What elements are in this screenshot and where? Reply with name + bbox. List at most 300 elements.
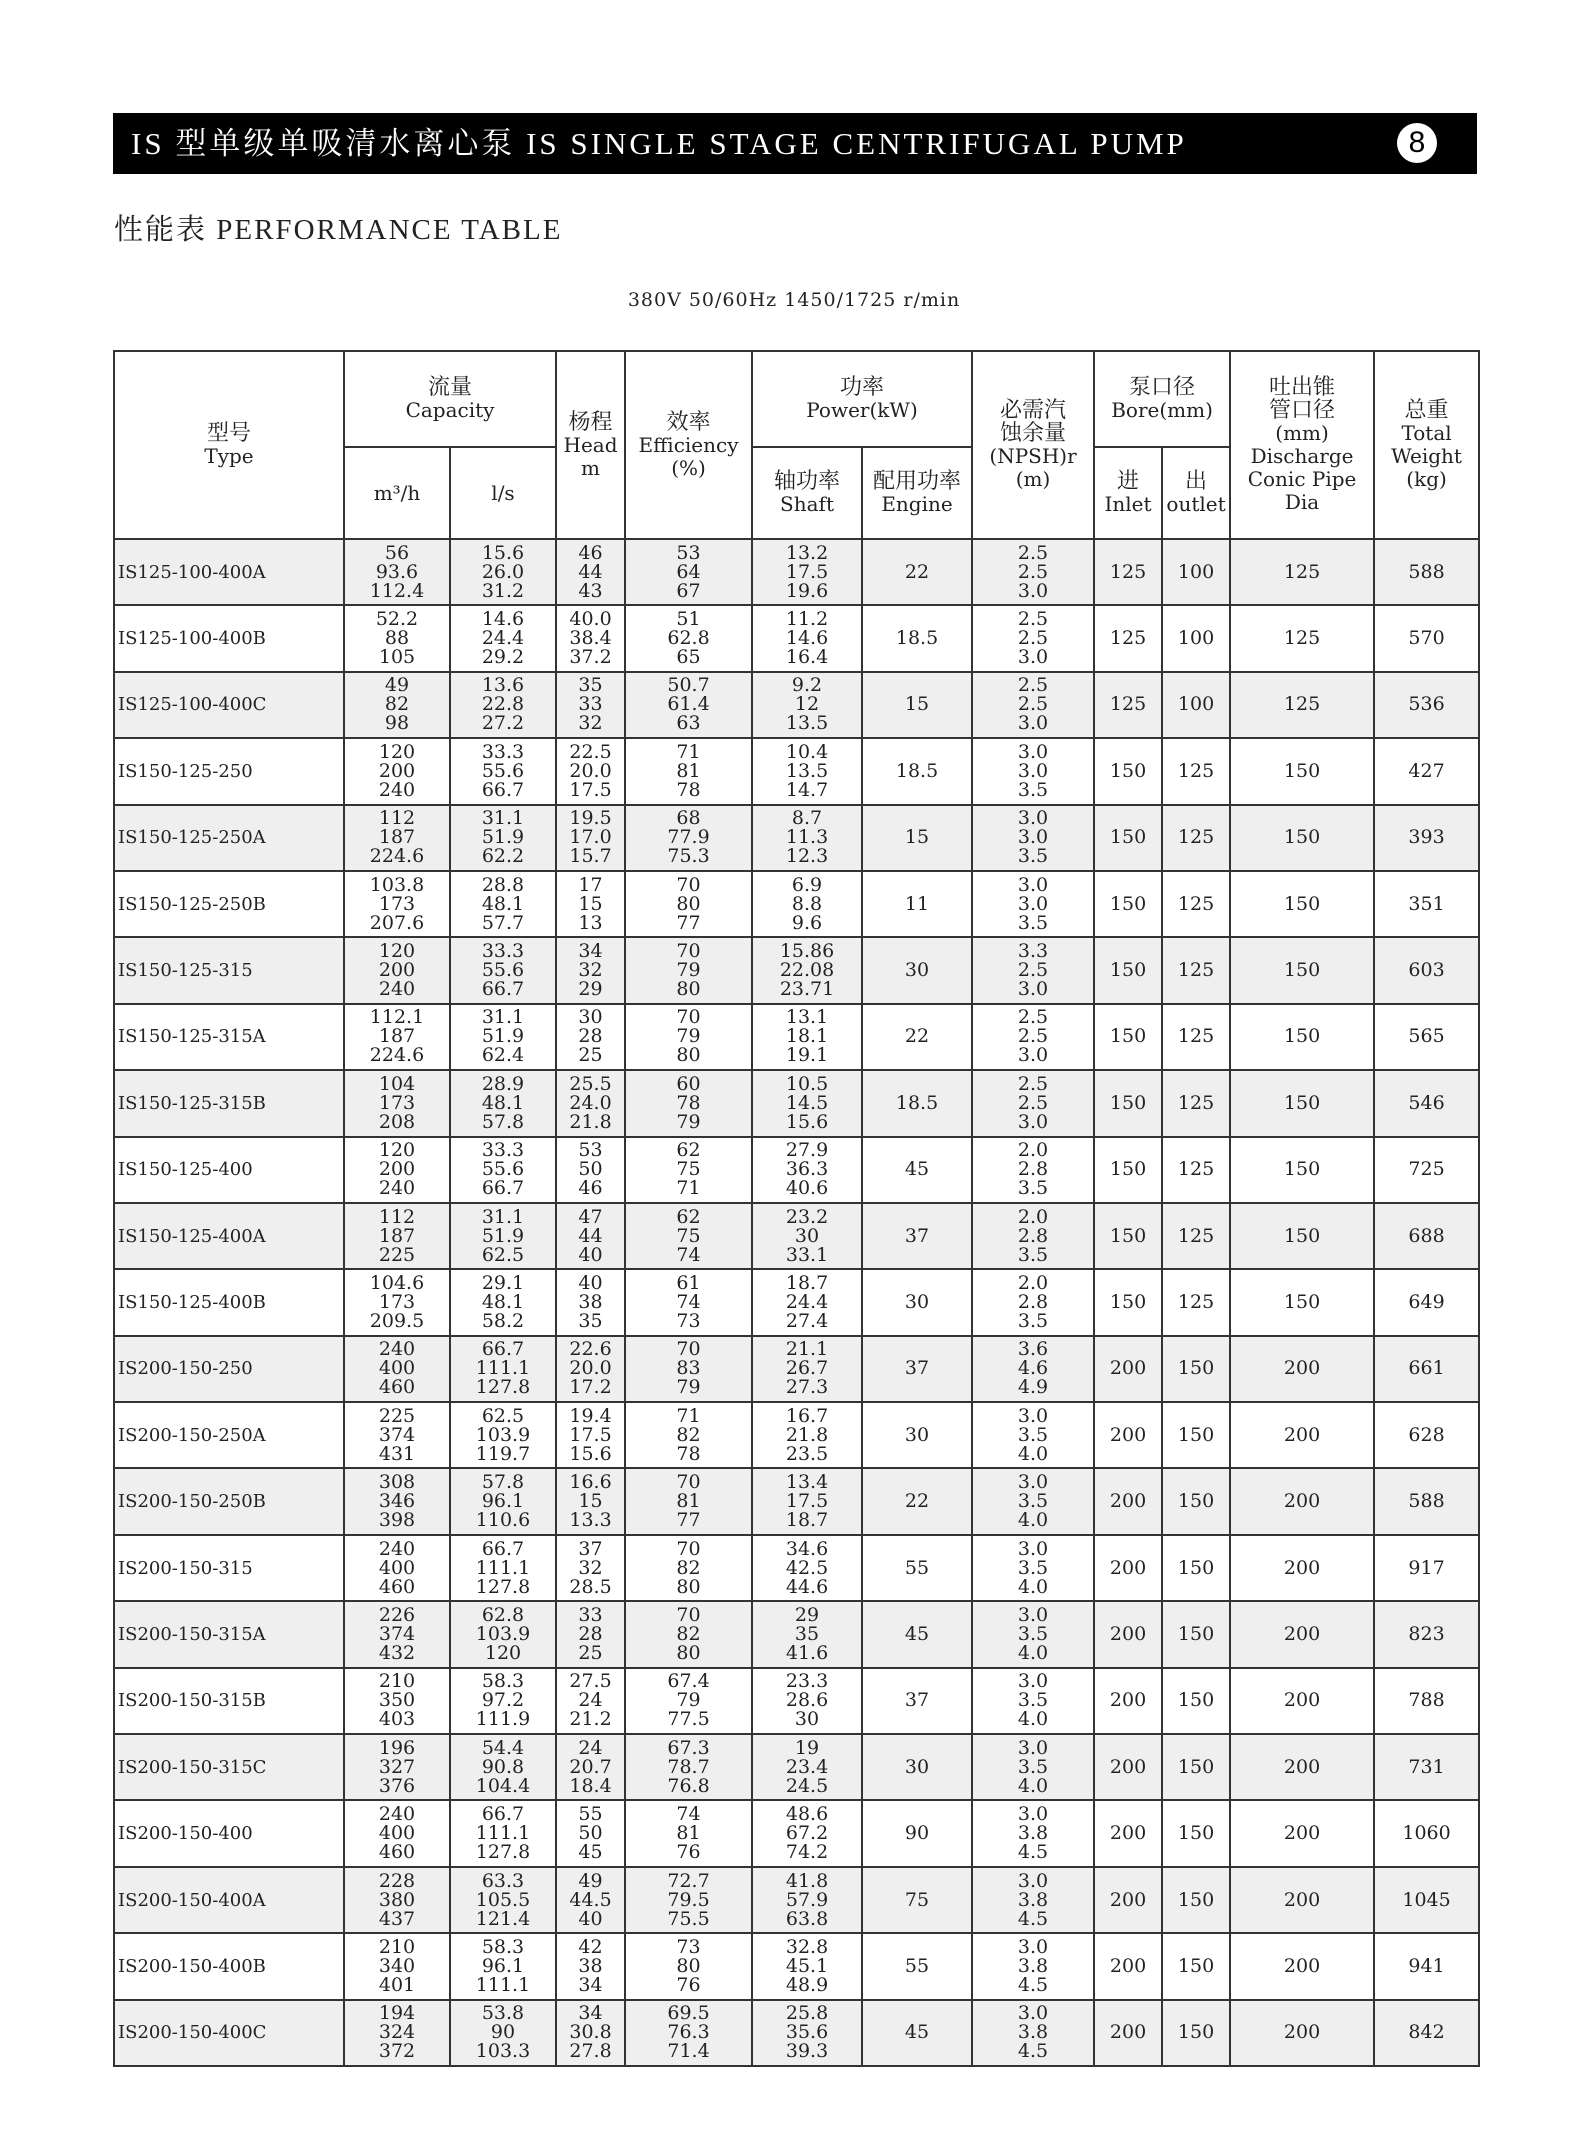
- cell-outlet: 125: [1162, 1203, 1230, 1269]
- cell-head: [556, 539, 625, 605]
- cell-capacity-ls-value: 111.1: [475, 1973, 531, 1996]
- cell-npsh-value: 3.5: [1017, 1556, 1049, 1579]
- cell-npsh-value: 3.5: [1017, 1689, 1049, 1712]
- cell-head-value: 17.2: [569, 1376, 612, 1399]
- cell-capacity-ls: [450, 1867, 556, 1933]
- cell-head-value: 32: [578, 959, 603, 982]
- cell-npsh-value: 3.8: [1017, 1888, 1049, 1911]
- cell-shaft-power: [752, 672, 862, 738]
- cell-capacity-m3h-value: 374: [378, 1423, 416, 1446]
- cell-type: IS200-150-400C: [114, 2000, 344, 2066]
- cell-inlet: 200: [1094, 1734, 1162, 1800]
- cell-capacity-ls: [450, 1468, 556, 1534]
- cell-capacity-ls-value: 31.1: [481, 1006, 525, 1029]
- cell-efficiency-value: 67.3: [667, 1736, 710, 1759]
- cell-head: [556, 937, 625, 1003]
- cell-outlet: 125: [1162, 805, 1230, 871]
- cell-discharge: 150: [1230, 1070, 1374, 1136]
- cell-engine-power: 15: [862, 805, 972, 871]
- cell-shaft-power-value: 67.2: [785, 1822, 829, 1845]
- cell-shaft-power-value: 30: [794, 1708, 820, 1731]
- cell-npsh-value: 3.3: [1017, 940, 1049, 963]
- cell-inlet: 200: [1094, 1933, 1162, 1999]
- cell-capacity-m3h: [344, 805, 450, 871]
- cell-capacity-ls: [450, 871, 556, 937]
- table-row: [114, 1535, 1479, 1601]
- cell-head: [556, 1269, 625, 1335]
- cell-engine-power: 45: [862, 1137, 972, 1203]
- cell-inlet: 125: [1094, 672, 1162, 738]
- cell-discharge: 200: [1230, 1535, 1374, 1601]
- cell-capacity-m3h: [344, 1203, 450, 1269]
- cell-type: IS125-100-400C: [114, 672, 344, 738]
- cell-head: [556, 605, 625, 671]
- cell-efficiency-value: 70: [676, 1471, 701, 1494]
- cell-npsh-value: 3.0: [1017, 1537, 1049, 1560]
- cell-engine-power: 90: [862, 1800, 972, 1866]
- cell-head-value: 27.8: [569, 2040, 612, 2063]
- table-row: [114, 1402, 1479, 1468]
- cell-npsh-value: 3.0: [1017, 740, 1049, 763]
- cell-efficiency-value: 61: [676, 1271, 701, 1294]
- cell-shaft-power: [752, 1734, 862, 1800]
- cell-efficiency-value: 76: [676, 1841, 701, 1864]
- table-row: [114, 1601, 1479, 1667]
- cell-weight: 603: [1374, 937, 1479, 1003]
- cell-inlet: 200: [1094, 1402, 1162, 1468]
- cell-head: [556, 1070, 625, 1136]
- cell-efficiency-value: 64: [676, 560, 701, 583]
- cell-capacity-m3h: [344, 1734, 450, 1800]
- cell-efficiency-value: 77: [676, 911, 701, 934]
- cell-head-value: 15: [578, 1490, 603, 1513]
- cell-outlet: 125: [1162, 871, 1230, 937]
- cell-engine-power: 18.5: [862, 1070, 972, 1136]
- cell-inlet: 200: [1094, 1601, 1162, 1667]
- cell-npsh-value: 3.5: [1017, 1755, 1049, 1778]
- page-number-badge: 8: [1397, 123, 1437, 163]
- cell-shaft-power-value: 11.3: [785, 826, 829, 849]
- cell-capacity-m3h: [344, 937, 450, 1003]
- cell-head: [556, 1933, 625, 1999]
- cell-shaft-power-value: 29: [794, 1603, 820, 1626]
- cell-shaft-power-value: 40.6: [785, 1177, 829, 1200]
- cell-efficiency: [625, 1601, 752, 1667]
- cell-head-value: 22.5: [569, 740, 612, 763]
- cell-head-value: 49: [578, 1869, 603, 1892]
- cell-head: [556, 1601, 625, 1667]
- cell-npsh-value: 3.0: [1017, 1869, 1049, 1892]
- cell-capacity-m3h: [344, 1269, 450, 1335]
- cell-inlet: 150: [1094, 1070, 1162, 1136]
- table-row: [114, 1004, 1479, 1070]
- cell-head-value: 25: [578, 1044, 603, 1067]
- cell-capacity-m3h: [344, 1668, 450, 1734]
- cell-capacity-m3h: [344, 1601, 450, 1667]
- cell-npsh-value: 3.0: [1017, 712, 1049, 735]
- cell-npsh-value: 2.5: [1017, 959, 1049, 982]
- cell-outlet: 150: [1162, 1668, 1230, 1734]
- cell-efficiency-value: 82: [676, 1423, 701, 1446]
- cell-capacity-m3h: [344, 539, 450, 605]
- cell-capacity-ls-value: 90.8: [481, 1755, 525, 1778]
- cell-npsh: [972, 1668, 1094, 1734]
- cell-head: [556, 1203, 625, 1269]
- cell-head: [556, 1004, 625, 1070]
- cell-capacity-m3h-value: 327: [378, 1755, 416, 1778]
- cell-capacity-m3h: [344, 2000, 450, 2066]
- cell-npsh-value: 3.0: [1017, 1404, 1049, 1427]
- cell-efficiency-value: 68: [676, 807, 701, 830]
- cell-head-value: 27.5: [569, 1670, 612, 1693]
- cell-shaft-power-value: 35.6: [785, 2021, 829, 2044]
- cell-capacity-ls-value: 48.1: [481, 1290, 525, 1313]
- cell-discharge: 150: [1230, 1004, 1374, 1070]
- cell-shaft-power-value: 18.1: [785, 1025, 829, 1048]
- cell-efficiency-value: 75: [676, 1224, 701, 1247]
- cell-npsh: [972, 539, 1094, 605]
- cell-type: IS150-125-400A: [114, 1203, 344, 1269]
- cell-efficiency: [625, 805, 752, 871]
- cell-efficiency: [625, 1933, 752, 1999]
- cell-capacity-m3h-value: 112: [378, 807, 416, 830]
- cell-shaft-power: [752, 1004, 862, 1070]
- cell-shaft-power-value: 14.5: [785, 1091, 829, 1114]
- cell-head-value: 35: [578, 1309, 603, 1332]
- cell-outlet: 150: [1162, 1468, 1230, 1534]
- cell-inlet: 200: [1094, 1336, 1162, 1402]
- cell-head-value: 38: [578, 1290, 603, 1313]
- cell-head-value: 47: [578, 1205, 603, 1228]
- cell-efficiency-value: 79: [676, 1376, 701, 1399]
- cell-outlet: 150: [1162, 1867, 1230, 1933]
- cell-head-value: 17: [578, 873, 603, 896]
- cell-shaft-power: [752, 1203, 862, 1269]
- cell-head: [556, 1468, 625, 1534]
- cell-efficiency: [625, 1402, 752, 1468]
- cell-efficiency-value: 71: [676, 1177, 701, 1200]
- table-row: [114, 937, 1479, 1003]
- cell-capacity-m3h-value: 240: [378, 1177, 416, 1200]
- cell-npsh-value: 3.0: [1017, 873, 1049, 896]
- cell-weight: 588: [1374, 1468, 1479, 1534]
- cell-shaft-power-value: 16.4: [785, 646, 829, 669]
- cell-efficiency-value: 70: [676, 873, 701, 896]
- cell-capacity-ls: [450, 1668, 556, 1734]
- cell-efficiency: [625, 672, 752, 738]
- cell-capacity-ls-value: 54.4: [481, 1736, 525, 1759]
- cell-weight: 536: [1374, 672, 1479, 738]
- cell-shaft-power-value: 9.2: [791, 674, 823, 697]
- cell-capacity-ls: [450, 1137, 556, 1203]
- cell-efficiency-value: 78.7: [667, 1755, 710, 1778]
- header-bar: [113, 113, 1477, 174]
- table-row: [114, 2000, 1479, 2066]
- cell-shaft-power-value: 12: [794, 693, 820, 716]
- cell-capacity-ls: [450, 1734, 556, 1800]
- cell-capacity-ls-value: 62.5: [481, 1404, 525, 1427]
- cell-shaft-power-value: 45.1: [785, 1954, 829, 1977]
- col-capacity: 流量 Capacity: [344, 351, 556, 447]
- cell-type: IS200-150-250B: [114, 1468, 344, 1534]
- cell-capacity-ls: [450, 1203, 556, 1269]
- cell-weight: 661: [1374, 1336, 1479, 1402]
- cell-npsh-value: 3.0: [1017, 1670, 1049, 1693]
- cell-head-value: 25.5: [569, 1072, 612, 1095]
- cell-efficiency-value: 77: [676, 1509, 701, 1532]
- cell-shaft-power-value: 23.3: [785, 1670, 829, 1693]
- performance-table-body: [114, 539, 1479, 2066]
- cell-capacity-ls-value: 57.8: [481, 1110, 525, 1133]
- cell-type: IS200-150-315B: [114, 1668, 344, 1734]
- cell-npsh-value: 3.0: [1017, 1935, 1049, 1958]
- cell-efficiency-value: 82: [676, 1622, 701, 1645]
- cell-capacity-ls: [450, 1269, 556, 1335]
- cell-efficiency: [625, 1070, 752, 1136]
- cell-shaft-power-value: 36.3: [785, 1158, 829, 1181]
- cell-capacity-ls-value: 51.9: [481, 1224, 525, 1247]
- cell-inlet: 150: [1094, 1269, 1162, 1335]
- cell-inlet: 125: [1094, 539, 1162, 605]
- cell-capacity-ls-value: 58.3: [481, 1670, 525, 1693]
- cell-head-value: 46: [578, 541, 603, 564]
- cell-head-value: 38.4: [569, 627, 612, 650]
- cell-discharge: 200: [1230, 1402, 1374, 1468]
- cell-capacity-m3h-value: 112.1: [369, 1006, 425, 1029]
- cell-efficiency-value: 82: [676, 1556, 701, 1579]
- cell-npsh-value: 3.0: [1017, 1471, 1049, 1494]
- cell-npsh-value: 3.0: [1017, 646, 1049, 669]
- cell-shaft-power: [752, 1601, 862, 1667]
- cell-npsh-value: 2.5: [1017, 1025, 1049, 1048]
- cell-capacity-ls-value: 48.1: [481, 1091, 525, 1114]
- cell-engine-power: 30: [862, 937, 972, 1003]
- cell-efficiency: [625, 1203, 752, 1269]
- cell-weight: 546: [1374, 1070, 1479, 1136]
- cell-capacity-ls: [450, 605, 556, 671]
- cell-engine-power: 55: [862, 1933, 972, 1999]
- cell-shaft-power-value: 22.08: [779, 959, 835, 982]
- cell-efficiency-value: 76: [676, 1973, 701, 1996]
- cell-efficiency: [625, 1004, 752, 1070]
- cell-head-value: 43: [578, 579, 603, 602]
- cell-npsh-value: 4.5: [1017, 1973, 1049, 1996]
- cell-head-value: 22.6: [569, 1338, 612, 1361]
- cell-capacity-ls-value: 55.6: [481, 1158, 525, 1181]
- cell-efficiency-value: 62: [676, 1205, 701, 1228]
- cell-capacity-m3h-value: 372: [378, 2040, 416, 2063]
- cell-capacity-ls-value: 15.6: [481, 541, 525, 564]
- cell-capacity-ls-value: 66.7: [481, 978, 525, 1001]
- cell-engine-power: 45: [862, 1601, 972, 1667]
- cell-efficiency-value: 75: [676, 1158, 701, 1181]
- cell-discharge: 200: [1230, 1933, 1374, 1999]
- cell-capacity-m3h-value: 346: [378, 1490, 416, 1513]
- cell-engine-power: 22: [862, 539, 972, 605]
- cell-shaft-power: [752, 805, 862, 871]
- cell-head-value: 16.6: [569, 1471, 612, 1494]
- cell-head: [556, 1336, 625, 1402]
- cell-engine-power: 18.5: [862, 738, 972, 804]
- cell-efficiency-value: 73: [676, 1935, 701, 1958]
- cell-head-value: 55: [578, 1803, 603, 1826]
- cell-head-value: 42: [578, 1935, 603, 1958]
- cell-shaft-power: [752, 539, 862, 605]
- cell-shaft-power-value: 27.3: [785, 1376, 829, 1399]
- cell-shaft-power: [752, 605, 862, 671]
- cell-efficiency-value: 83: [676, 1357, 701, 1380]
- cell-capacity-ls-value: 28.9: [481, 1072, 525, 1095]
- cell-discharge: 150: [1230, 937, 1374, 1003]
- cell-weight: 1060: [1374, 1800, 1479, 1866]
- cell-capacity-ls-value: 51.9: [481, 1025, 525, 1048]
- cell-shaft-power-value: 48.6: [785, 1803, 829, 1826]
- cell-capacity-ls: [450, 805, 556, 871]
- cell-capacity-m3h-value: 210: [378, 1935, 416, 1958]
- cell-npsh-value: 3.0: [1017, 1110, 1049, 1133]
- cell-efficiency-value: 70: [676, 1537, 701, 1560]
- cell-shaft-power: [752, 1336, 862, 1402]
- cell-capacity-ls-value: 66.7: [481, 1537, 525, 1560]
- cell-discharge: 150: [1230, 871, 1374, 937]
- cell-head: [556, 1867, 625, 1933]
- col-weight: 总重 Total Weight (kg): [1374, 351, 1479, 539]
- cell-capacity-m3h-value: 432: [378, 1641, 416, 1664]
- cell-capacity-ls-value: 127.8: [475, 1376, 531, 1399]
- cell-efficiency-value: 71: [676, 1404, 701, 1427]
- cell-efficiency: [625, 1800, 752, 1866]
- cell-shaft-power-value: 21.8: [785, 1423, 829, 1446]
- cell-capacity-ls-value: 110.6: [475, 1509, 531, 1532]
- cell-efficiency-value: 62: [676, 1139, 701, 1162]
- cell-capacity-ls-value: 55.6: [481, 959, 525, 982]
- cell-shaft-power-value: 18.7: [785, 1509, 829, 1532]
- cell-head-value: 29: [578, 978, 603, 1001]
- cell-shaft-power: [752, 2000, 862, 2066]
- cell-npsh-value: 3.5: [1017, 1490, 1049, 1513]
- cell-efficiency-value: 80: [676, 1954, 701, 1977]
- cell-capacity-m3h-value: 240: [378, 1537, 416, 1560]
- cell-shaft-power-value: 23.2: [785, 1205, 829, 1228]
- cell-capacity-ls-value: 97.2: [481, 1689, 525, 1712]
- cell-shaft-power-value: 34.6: [785, 1537, 829, 1560]
- cell-capacity-m3h-value: 374: [378, 1622, 416, 1645]
- cell-type: IS200-150-250A: [114, 1402, 344, 1468]
- table-row: [114, 1668, 1479, 1734]
- table-row: [114, 539, 1479, 605]
- cell-head-value: 50: [578, 1158, 603, 1181]
- table-row: [114, 738, 1479, 804]
- cell-head-value: 25: [578, 1641, 603, 1664]
- performance-table: [113, 350, 1480, 2067]
- cell-capacity-m3h-value: 224.6: [369, 1044, 425, 1067]
- cell-npsh: [972, 738, 1094, 804]
- cell-outlet: 125: [1162, 1070, 1230, 1136]
- cell-efficiency-value: 79: [676, 1025, 701, 1048]
- cell-capacity-m3h-value: 187: [378, 1224, 416, 1247]
- cell-type: IS150-125-315A: [114, 1004, 344, 1070]
- cell-npsh-value: 3.0: [1017, 1736, 1049, 1759]
- cell-efficiency-value: 70: [676, 1603, 701, 1626]
- col-shaft: 轴功率 Shaft: [752, 447, 862, 539]
- cell-shaft-power: [752, 871, 862, 937]
- cell-capacity-ls: [450, 1933, 556, 1999]
- cell-efficiency-value: 80: [676, 1575, 701, 1598]
- cell-engine-power: 22: [862, 1468, 972, 1534]
- col-npsh: 必需汽 蚀余量 (NPSH)r (m): [972, 351, 1094, 539]
- cell-npsh-value: 2.5: [1017, 608, 1049, 631]
- cell-npsh-value: 3.8: [1017, 2021, 1049, 2044]
- cell-inlet: 150: [1094, 1004, 1162, 1070]
- cell-capacity-m3h-value: 403: [378, 1708, 416, 1731]
- cell-efficiency-value: 81: [676, 1822, 701, 1845]
- cell-shaft-power-value: 42.5: [785, 1556, 829, 1579]
- cell-efficiency-value: 70: [676, 940, 701, 963]
- cell-efficiency: [625, 1137, 752, 1203]
- cell-npsh-value: 2.5: [1017, 693, 1049, 716]
- cell-efficiency-value: 76.8: [667, 1774, 710, 1797]
- cell-head-value: 45: [578, 1841, 603, 1864]
- cell-efficiency-value: 74: [676, 1803, 701, 1826]
- cell-shaft-power-value: 32.8: [785, 1935, 829, 1958]
- cell-npsh-value: 2.5: [1017, 627, 1049, 650]
- cell-shaft-power-value: 15.86: [779, 940, 835, 963]
- cell-type: IS150-125-250A: [114, 805, 344, 871]
- cell-shaft-power-value: 17.5: [785, 560, 829, 583]
- table-row: [114, 1203, 1479, 1269]
- cell-head-value: 28: [578, 1622, 603, 1645]
- cell-head-value: 33: [578, 1603, 603, 1626]
- cell-capacity-m3h-value: 194: [378, 2002, 416, 2025]
- cell-weight: 649: [1374, 1269, 1479, 1335]
- cell-npsh-value: 3.5: [1017, 1423, 1049, 1446]
- cell-shaft-power-value: 19.1: [785, 1044, 829, 1067]
- cell-efficiency: [625, 1336, 752, 1402]
- cell-type: IS200-150-315: [114, 1535, 344, 1601]
- cell-shaft-power-value: 10.5: [785, 1072, 829, 1095]
- cell-weight: 823: [1374, 1601, 1479, 1667]
- table-row: [114, 1800, 1479, 1866]
- cell-shaft-power-value: 48.9: [785, 1973, 829, 1996]
- cell-capacity-ls-value: 33.3: [481, 1139, 525, 1162]
- cell-shaft-power-value: 16.7: [785, 1404, 829, 1427]
- cell-capacity-ls-value: 33.3: [481, 740, 525, 763]
- cell-efficiency-value: 70: [676, 1006, 701, 1029]
- cell-outlet: 150: [1162, 1933, 1230, 1999]
- cell-shaft-power-value: 63.8: [785, 1907, 829, 1930]
- cell-head-value: 32: [578, 712, 603, 735]
- cell-shaft-power-value: 33.1: [785, 1243, 829, 1266]
- cell-head-value: 37: [578, 1537, 603, 1560]
- cell-shaft-power-value: 41.6: [785, 1641, 829, 1664]
- cell-npsh-value: 3.0: [1017, 2002, 1049, 2025]
- cell-head: [556, 871, 625, 937]
- cell-engine-power: 75: [862, 1867, 972, 1933]
- cell-inlet: 150: [1094, 1137, 1162, 1203]
- cell-head-value: 40.0: [569, 608, 612, 631]
- cell-shaft-power-value: 26.7: [785, 1357, 829, 1380]
- cell-shaft-power: [752, 1269, 862, 1335]
- cell-head-value: 15.7: [569, 845, 612, 868]
- cell-capacity-m3h: [344, 1402, 450, 1468]
- col-power: 功率 Power(kW): [752, 351, 972, 447]
- cell-shaft-power: [752, 1137, 862, 1203]
- cell-capacity-m3h-value: 112.4: [369, 579, 425, 602]
- cell-capacity-ls-value: 29.2: [481, 646, 525, 669]
- cell-efficiency-value: 67.4: [667, 1670, 710, 1693]
- cell-npsh-value: 3.5: [1017, 1177, 1049, 1200]
- cell-npsh-value: 3.5: [1017, 778, 1049, 801]
